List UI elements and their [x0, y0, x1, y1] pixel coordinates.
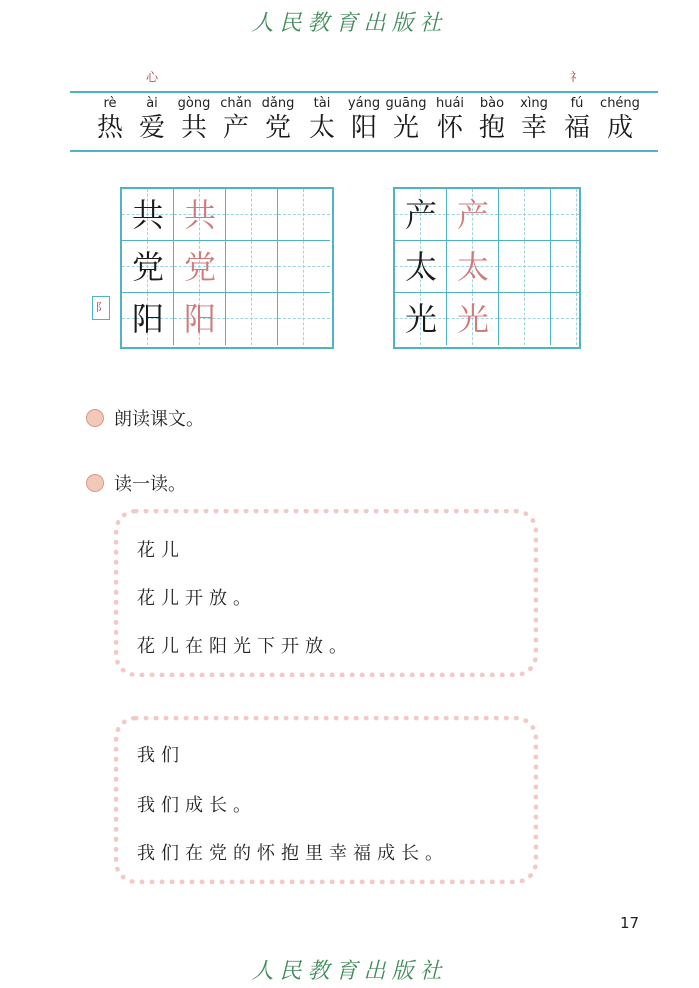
vocab-item: [128, 95, 176, 143]
vocab-bottom-rule: [70, 150, 658, 152]
trace-char: 太: [456, 248, 489, 286]
trace-char: 阳: [183, 300, 216, 338]
trace-char: 共: [183, 196, 216, 234]
task-read-aloud-text: 朗读课文。: [114, 409, 204, 430]
vocab-item: [426, 95, 474, 143]
hanzi: 阳: [350, 113, 377, 143]
writing-grid-right: [393, 187, 581, 349]
vocab-item: [86, 95, 134, 143]
hanzi: 福: [563, 113, 590, 143]
hanzi: 幸: [520, 113, 547, 143]
hanzi: 成: [606, 113, 633, 143]
vocab-item: [212, 95, 260, 143]
model-char: 阳: [131, 300, 164, 338]
radical-shi: 礻: [570, 70, 583, 84]
reading-line: 我们成长。: [137, 795, 257, 816]
reading-line: 花儿在阳光下开放。: [137, 636, 353, 657]
hanzi: 爱: [138, 113, 165, 143]
vocab-item: [510, 95, 558, 143]
vocab-item: [468, 95, 516, 143]
trace-char: 党: [183, 248, 216, 286]
vocab-item: [170, 95, 218, 143]
vocab-top-rule: [70, 91, 658, 93]
model-char: 太: [404, 248, 437, 286]
hanzi: 抱: [478, 113, 505, 143]
pinyin: dǎng: [261, 96, 295, 111]
hanzi: 光: [392, 113, 419, 143]
reading-line: 我们: [137, 745, 185, 766]
task-read-text: 读一读。: [114, 474, 186, 495]
publisher-header: 人民教育出版社: [251, 11, 448, 36]
task-read-aloud: [86, 405, 204, 431]
model-char: 光: [404, 300, 437, 338]
pinyin: gòng: [177, 96, 211, 111]
pinyin: rè: [103, 96, 117, 111]
trace-char: 光: [456, 300, 489, 338]
page-number: 17: [620, 914, 640, 932]
reading-box: [114, 509, 538, 677]
hanzi: 怀: [436, 113, 463, 143]
model-char: 产: [404, 196, 437, 234]
exercise-badge-icon: [86, 409, 104, 427]
vocab-row: [92, 95, 652, 147]
exercise-badge-icon: [86, 474, 104, 492]
vocab-item: [382, 95, 430, 143]
radical-heart: 心: [146, 70, 159, 84]
hanzi: 产: [222, 113, 249, 143]
pinyin: ài: [146, 96, 158, 111]
task-read: [86, 470, 186, 496]
reading-line: 花儿: [137, 540, 185, 561]
pinyin: guāng: [385, 96, 427, 111]
pinyin: tài: [313, 96, 331, 111]
vocab-item: [298, 95, 346, 143]
reading-line: 我们在党的怀抱里幸福成长。: [137, 843, 449, 864]
vocab-item: [254, 95, 302, 143]
pinyin: yáng: [347, 96, 381, 111]
hanzi: 党: [264, 113, 291, 143]
vocab-item: [596, 95, 644, 143]
hanzi: 太: [308, 113, 335, 143]
hanzi: 热: [96, 113, 123, 143]
model-char: 共: [131, 196, 164, 234]
trace-char: 产: [456, 196, 489, 234]
vocab-item: [340, 95, 388, 143]
model-char: 党: [131, 248, 164, 286]
pinyin: xìng: [520, 96, 548, 111]
pinyin: bào: [479, 96, 505, 111]
pinyin: chéng: [600, 96, 640, 111]
publisher-footer: 人民教育出版社: [251, 959, 448, 984]
reading-box: [114, 716, 538, 884]
reading-line: 花儿开放。: [137, 588, 257, 609]
radical-tag: 阝: [92, 296, 110, 320]
writing-grid-left: [120, 187, 334, 349]
pinyin: huái: [435, 96, 465, 111]
hanzi: 共: [180, 113, 207, 143]
pinyin: chǎn: [220, 96, 252, 111]
pinyin: fú: [570, 96, 584, 111]
vocab-item: [553, 95, 601, 143]
